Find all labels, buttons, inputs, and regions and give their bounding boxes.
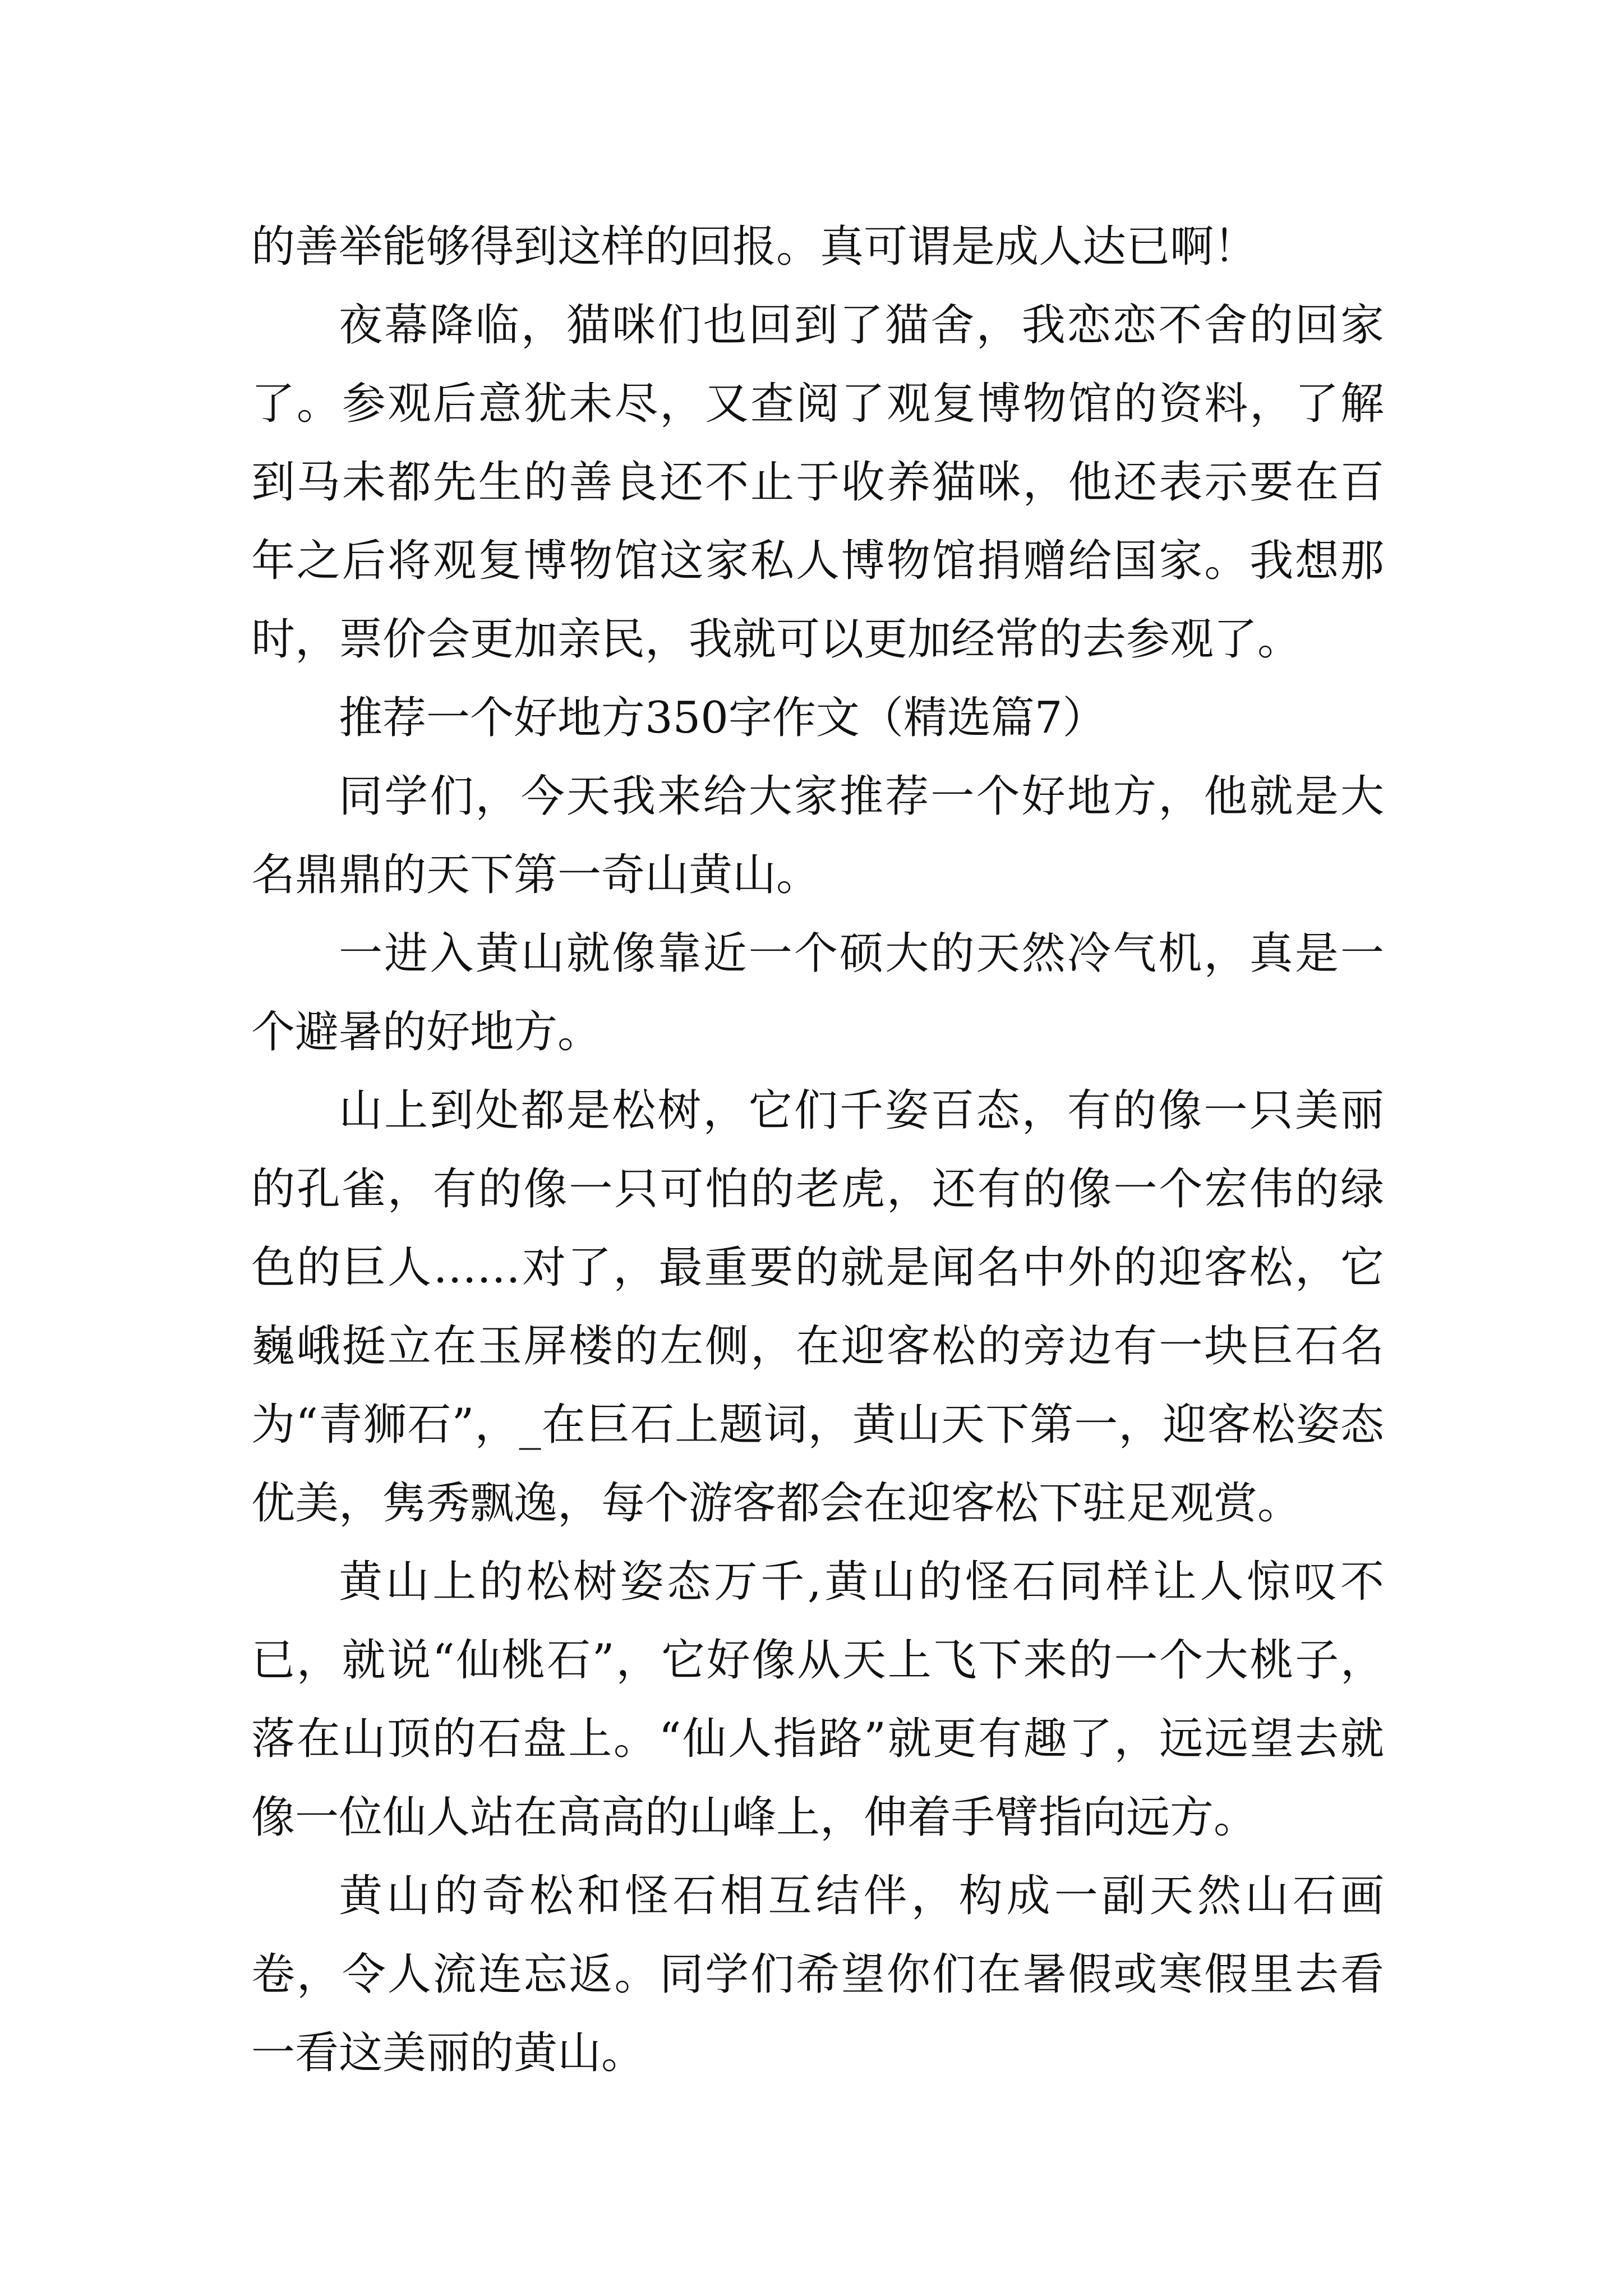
paragraph-cool-air: 一进入黄山就像靠近一个硕大的天然冷气机，真是一个避暑的好地方。 — [251, 928, 1384, 1057]
paragraph-museum-visit: 夜幕降临，猫咪们也回到了猫舍，我恋恋不舍的回家了。参观后意犹未尽，又查阅了观复博物馆的资料，了解到马未都先生的善良还不止于收养猫咪，他还表示要在百年之后将观复博物馆这家私人博物馆捐赠给国家。我想那时，票价会更加亲民，我就可以更加经常的去参观了。 — [251, 300, 1384, 665]
paragraph-conclusion: 黄山的奇松和怪石相互结伴，构成一副天然山石画卷，令人流连忘返。同学们希望你们在暑假或寒假里去看一看这美丽的黄山。 — [251, 1871, 1384, 2078]
paragraph-pine-trees: 山上到处都是松树，它们千姿百态，有的像一只美丽的孔雀，有的像一只可怕的老虎，还有的像一个宏伟的绿色的巨人……对了，最重要的就是闻名中外的迎客松，它巍峨挺立在玉屏楼的左侧，在迎客松的旁边有一块巨石名为“青狮石”，_在巨石上题词，黄山天下第一，迎客松姿态优美，隽秀飘逸，每个游客都会在迎客松下驻足观赏。 — [251, 1085, 1384, 1529]
paragraph-continuation: 的善举能够得到这样的回报。真可谓是成人达已啊！ — [251, 222, 1258, 272]
paragraph-strange-rocks: 黄山上的松树姿态万千,黄山的怪石同样让人惊叹不已，就说“仙桃石”，它好像从天上飞下来的一个大桃子，落在山顶的石盘上。“仙人指路”就更有趣了，远远望去就像一位仙人站在高高的山峰上，伸着手臂指向远方。 — [251, 1557, 1384, 1843]
paragraph-intro: 同学们，今天我来给大家推荐一个好地方，他就是大名鼎鼎的天下第一奇山黄山。 — [251, 771, 1384, 900]
document-page — [251, 208, 1384, 2092]
essay-heading: 推荐一个好地方350字作文（精选篇7） — [339, 693, 1106, 743]
